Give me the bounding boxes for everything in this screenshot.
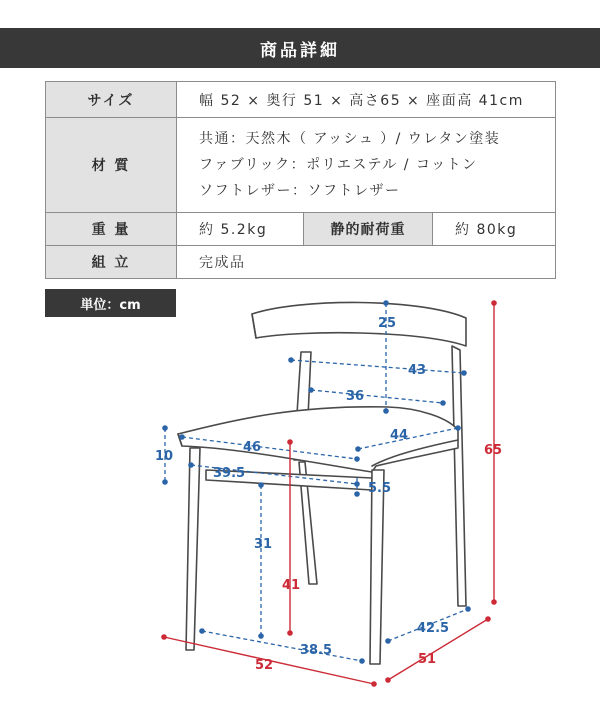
spec-value-load: 約 80kg xyxy=(433,213,556,246)
dim-label-46: 46 xyxy=(243,440,262,455)
material-line-common: 共通：天然木（ アッシュ ）/ ウレタン塗装 xyxy=(199,131,501,147)
dim-label-25: 25 xyxy=(378,316,397,331)
spec-value-weight: 約 5.2kg xyxy=(177,213,304,246)
material-line-fabric: ファブリック：ポリエステル / コットン xyxy=(199,157,478,173)
unit-badge-label: 単位：cm xyxy=(80,297,141,313)
spec-label-weight: 重 量 xyxy=(46,213,177,246)
dim-label-39-5: 39.5 xyxy=(213,466,246,481)
dim-label-38-5: 38.5 xyxy=(300,643,333,658)
dim-label-41: 41 xyxy=(282,578,301,593)
dim-label-52: 52 xyxy=(255,658,274,673)
dim-label-5-5: 5.5 xyxy=(368,481,392,496)
spec-value-assembly: 完成品 xyxy=(177,246,556,279)
dim-label-43: 43 xyxy=(408,363,427,378)
spec-label-size: サイズ xyxy=(46,82,177,118)
dim-label-31: 31 xyxy=(254,537,273,552)
dim-label-44: 44 xyxy=(390,428,409,443)
material-line-leather: ソフトレザー：ソフトレザー xyxy=(199,183,401,199)
spec-label-assembly: 組 立 xyxy=(46,246,177,279)
dim-label-42-5: 42.5 xyxy=(417,621,450,636)
dim-label-36: 36 xyxy=(346,389,365,404)
dim-label-10: 10 xyxy=(155,449,174,464)
chair-illustration xyxy=(178,302,466,664)
dim-label-65: 65 xyxy=(484,443,503,458)
spec-value-size: 幅 52 × 奥行 51 × 高さ65 × 座面高 41cm xyxy=(177,82,556,118)
spec-label-load: 静的耐荷重 xyxy=(304,213,433,246)
spec-label-material: 材 質 xyxy=(46,118,177,213)
header-title: 商品詳細 xyxy=(260,40,340,61)
dim-label-51: 51 xyxy=(418,652,437,667)
